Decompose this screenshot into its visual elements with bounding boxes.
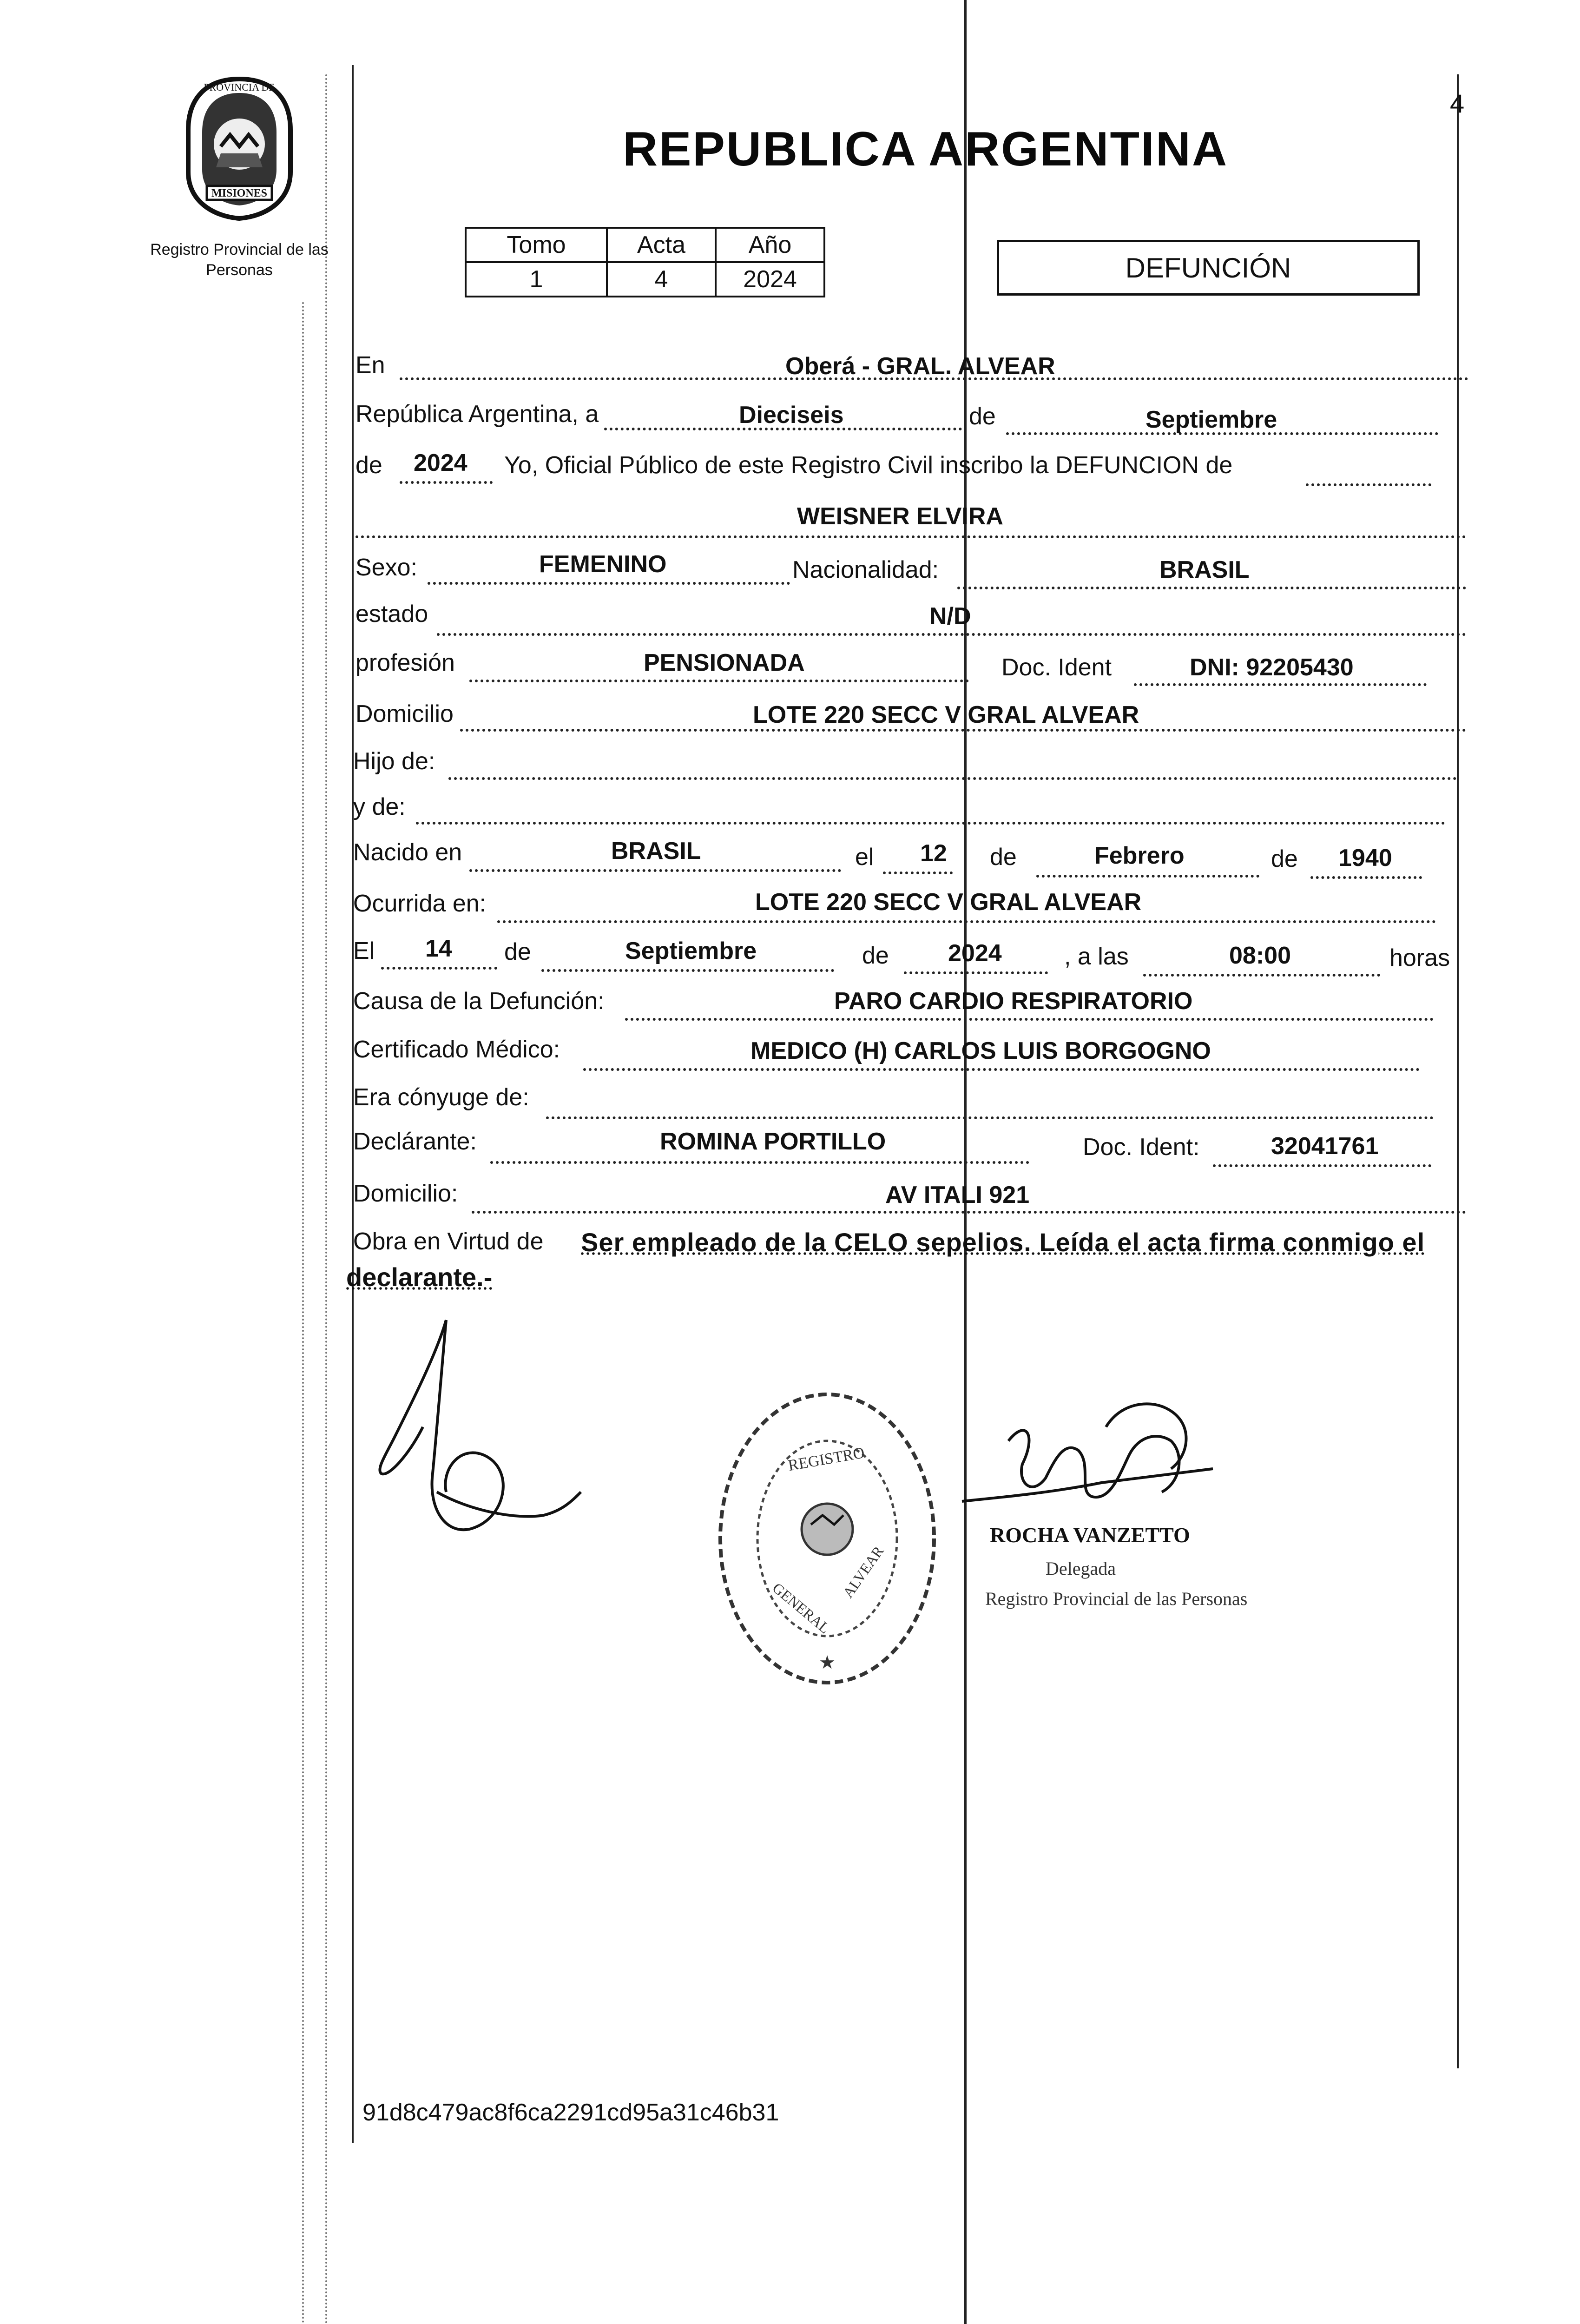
official-org: Registro Provincial de las Personas <box>985 1588 1248 1609</box>
causa-value: PARO CARDIO RESPIRATORIO <box>834 988 1193 1015</box>
death-el-label: El <box>353 938 375 964</box>
conyuge-line <box>546 1116 1434 1119</box>
obra-label: Obra en Virtud de <box>353 1228 544 1255</box>
svg-text:★: ★ <box>819 1652 836 1673</box>
name-line <box>356 535 1466 538</box>
value-ano: 2024 <box>716 262 824 297</box>
document-type: DEFUNCIÓN <box>1125 252 1291 284</box>
declarante-line <box>490 1161 1029 1164</box>
death-time: 08:00 <box>1229 942 1291 969</box>
profesion-label: profesión <box>356 649 455 676</box>
sexo-label: Sexo: <box>356 554 417 581</box>
nacionalidad-label: Nacionalidad: <box>792 556 939 583</box>
year-prefix: de <box>356 452 382 479</box>
birth-month: Febrero <box>1094 842 1185 869</box>
birth-day: 12 <box>920 840 947 867</box>
causa-label: Causa de la Defunción: <box>353 988 605 1015</box>
birth-year: 1940 <box>1338 845 1392 872</box>
estado-value: N/D <box>929 603 971 630</box>
birth-de2: de <box>1271 845 1298 872</box>
declarante-value: ROMINA PORTILLO <box>660 1128 886 1155</box>
hijo-line <box>448 777 1457 780</box>
obra-text: Ser empleado de la CELO sepelios. Leída el acta firma conmigo el <box>581 1228 1425 1257</box>
birth-year-line <box>1310 876 1422 879</box>
header-acta: Acta <box>607 228 716 262</box>
record-table <box>465 227 825 297</box>
header-tomo: Tomo <box>466 228 607 262</box>
nacido-line <box>469 869 841 872</box>
death-month-line <box>541 969 834 972</box>
statement-line <box>1306 483 1431 486</box>
yde-label: y de: <box>353 793 406 820</box>
declarante-doc-line <box>1213 1164 1431 1167</box>
year-value: 2024 <box>414 449 467 476</box>
birth-day-line <box>883 872 953 874</box>
sexo-value: FEMENINO <box>539 551 667 578</box>
hijo-label: Hijo de: <box>353 748 435 775</box>
declarante-doc-value: 32041761 <box>1271 1133 1379 1160</box>
estado-label: estado <box>356 601 428 627</box>
en-label: En <box>356 352 385 379</box>
republica-label: República Argentina, a <box>356 401 599 428</box>
en-value: Oberá - GRAL. ALVEAR <box>785 353 1055 380</box>
death-de2: de <box>862 942 889 969</box>
domicilio2-label: Domicilio: <box>353 1180 458 1207</box>
causa-line <box>625 1018 1434 1021</box>
yde-line <box>416 822 1445 825</box>
year-line <box>400 481 493 484</box>
domicilio2-value: AV ITALI 921 <box>885 1182 1030 1208</box>
nacionalidad-line <box>957 587 1466 589</box>
nacido-label: Nacido en <box>353 839 462 866</box>
official-signature <box>953 1390 1231 1543</box>
doc-label: Doc. Ident <box>1001 654 1112 681</box>
left-margin-line-2 <box>302 302 304 2324</box>
profesion-value: PENSIONADA <box>644 649 805 676</box>
death-year: 2024 <box>948 940 1002 967</box>
value-acta: 4 <box>607 262 716 297</box>
doc-value: DNI: 92205430 <box>1190 654 1354 681</box>
de-label: de <box>969 403 996 430</box>
day-value: Dieciseis <box>739 402 844 429</box>
sexo-line <box>428 582 790 585</box>
value-tomo: 1 <box>466 262 607 297</box>
declarante-label: Declárante: <box>353 1128 477 1155</box>
birth-de1: de <box>990 844 1017 871</box>
time-line <box>1143 974 1380 977</box>
domicilio-label: Domicilio <box>356 700 454 727</box>
birth-month-line <box>1036 875 1259 878</box>
nacionalidad-value: BRASIL <box>1159 556 1250 583</box>
svg-text:PROVINCIA DE: PROVINCIA DE <box>204 81 275 93</box>
ocurrida-value: LOTE 220 SECC V GRAL ALVEAR <box>755 889 1142 916</box>
declarant-signature <box>367 1315 609 1548</box>
certificado-label: Certificado Médico: <box>353 1036 560 1063</box>
left-margin-line <box>325 74 327 2324</box>
nacido-value: BRASIL <box>611 838 701 865</box>
svg-text:REGISTRO: REGISTRO <box>787 1444 866 1475</box>
death-de1: de <box>504 938 531 965</box>
deceased-name: WEISNER ELVIRA <box>797 503 1003 530</box>
domicilio2-line <box>472 1211 1466 1214</box>
svg-text:GENERAL: GENERAL <box>769 1579 834 1637</box>
official-stamp <box>711 1385 943 1692</box>
provincial-seal-icon <box>179 74 300 223</box>
estado-line <box>437 633 1466 636</box>
certificado-line <box>583 1068 1420 1071</box>
official-role: Delegada <box>1046 1558 1116 1579</box>
el-label: el <box>855 844 874 871</box>
document-type-box <box>997 240 1420 296</box>
death-day-line <box>381 967 497 970</box>
death-day: 14 <box>425 935 452 962</box>
declarante-doc-label: Doc. Ident: <box>1083 1134 1200 1161</box>
svg-text:MISIONES: MISIONES <box>211 187 268 199</box>
page-number: 4 <box>1450 89 1465 118</box>
doc-line <box>1134 683 1427 686</box>
header-ano: Año <box>716 228 824 262</box>
domicilio-value: LOTE 220 SECC V GRAL ALVEAR <box>753 701 1139 728</box>
month-value: Septiembre <box>1146 406 1277 433</box>
official-name: ROCHA VANZETTO <box>990 1523 1190 1547</box>
right-border-line <box>1457 74 1459 2068</box>
obra-text-2: declarante.- <box>346 1262 493 1292</box>
document-hash: 91d8c479ac8f6ca2291cd95a31c46b31 <box>362 2099 779 2126</box>
conyuge-label: Era cónyuge de: <box>353 1084 529 1111</box>
certificado-value: MEDICO (H) CARLOS LUIS BORGOGNO <box>750 1037 1211 1064</box>
svg-text:ALVEAR: ALVEAR <box>839 1543 887 1601</box>
registry-name: Registro Provincial de las Personas <box>150 241 329 279</box>
statement-text: Yo, Oficial Público de este Registro Civil inscribo la DEFUNCION de <box>504 452 1233 479</box>
profesion-line <box>469 680 969 682</box>
death-month: Septiembre <box>625 938 757 964</box>
horas-label: horas <box>1389 944 1450 971</box>
page-title: REPUBLICA ARGENTINA <box>623 122 1229 176</box>
domicilio-line <box>460 729 1466 732</box>
death-year-line <box>904 971 1048 974</box>
ocurrida-label: Ocurrida en: <box>353 890 487 917</box>
ocurrida-line <box>497 920 1436 923</box>
a-las-label: , a las <box>1064 943 1129 970</box>
